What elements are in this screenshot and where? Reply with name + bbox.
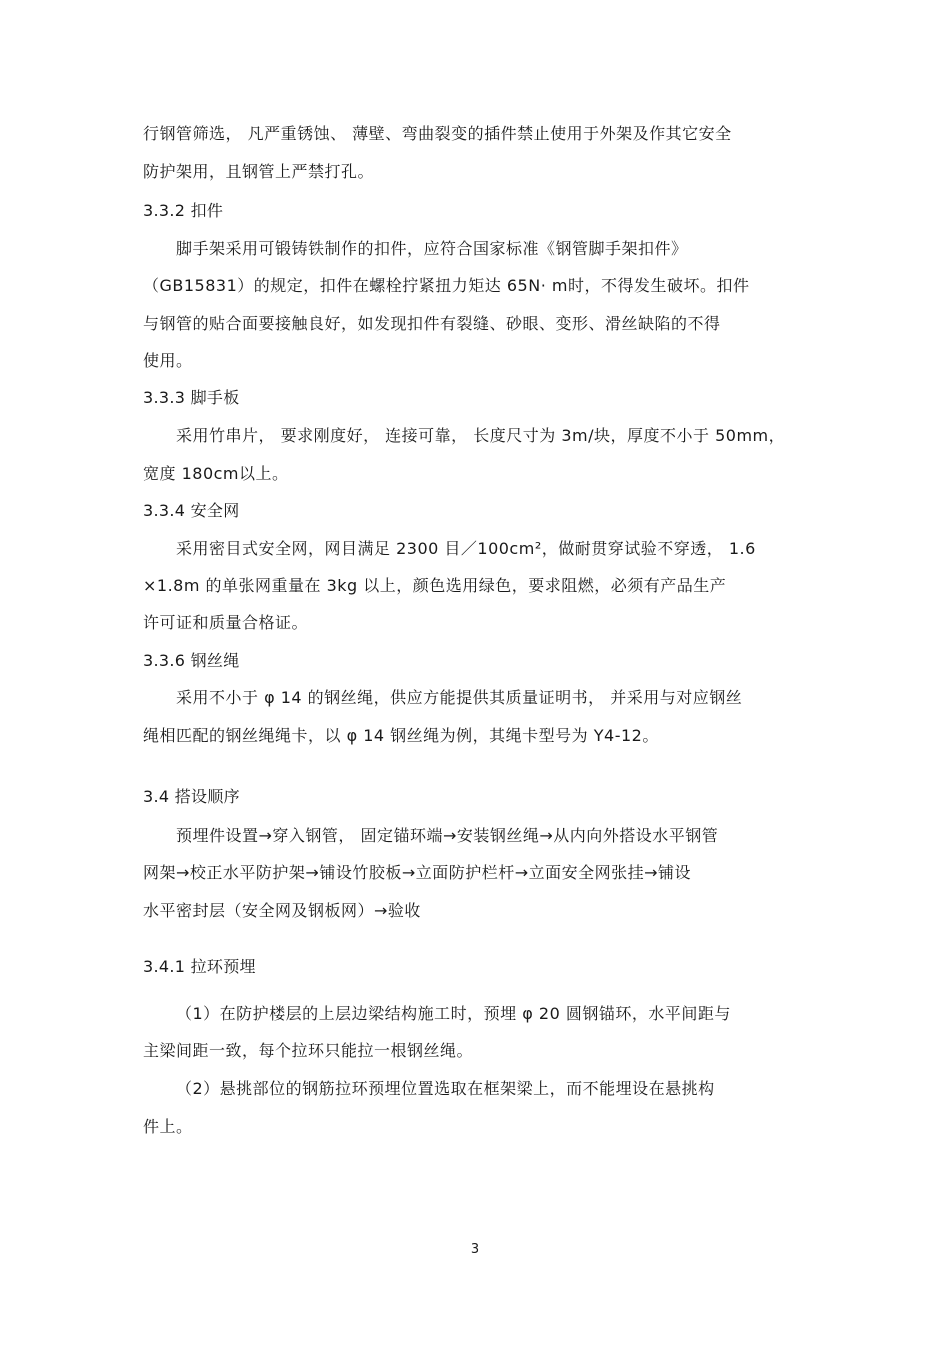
paragraph-line: 脚手架采用可锻铸铁制作的扣件，应符合国家标准《钢管脚手架扣件》: [176, 239, 688, 258]
paragraph-line: 宽度 180cm以上。: [143, 464, 289, 483]
section-heading: 3.4 搭设顺序: [143, 787, 240, 806]
paragraph-line: 采用不小于 φ 14 的钢丝绳，供应方能提供其质量证明书， 并采用与对应钢丝: [176, 688, 743, 707]
paragraph-line: （GB15831）的规定，扣件在螺栓拧紧扭力矩达 65N· m时，不得发生破坏。扣件: [143, 276, 750, 295]
paragraph-line: 水平密封层（安全网及钢板网）→验收: [143, 901, 421, 920]
paragraph-line: 件上。: [143, 1117, 193, 1136]
paragraph-line: 许可证和质量合格证。: [143, 613, 309, 632]
section-heading: 3.3.6 钢丝绳: [143, 651, 240, 670]
paragraph-line: 采用密目式安全网，网目满足 2300 目／100cm²，做耐贯穿试验不穿透， 1.6: [176, 539, 756, 558]
section-heading: 3.3.2 扣件: [143, 201, 224, 220]
section-heading: 3.3.4 安全网: [143, 501, 240, 520]
page-number: 3: [470, 1242, 480, 1257]
paragraph-line: 主梁间距一致，每个拉环只能拉一根钢丝绳。: [143, 1041, 474, 1060]
paragraph-line: 绳相匹配的钢丝绳绳卡，以 φ 14 钢丝绳为例，其绳卡型号为 Y4-12。: [143, 726, 659, 745]
paragraph-line: 行钢管筛选， 凡严重锈蚀、 薄壁、弯曲裂变的插件禁止使用于外架及作其它安全: [143, 124, 732, 143]
paragraph-line: ×1.8m 的单张网重量在 3kg 以上，颜色选用绿色，要求阻燃，必须有产品生产: [143, 576, 727, 595]
paragraph-line: 网架→校正水平防护架→铺设竹胶板→立面防护栏杆→立面安全网张挂→铺设: [143, 863, 692, 882]
paragraph-line: 使用。: [143, 351, 193, 370]
section-heading: 3.3.3 脚手板: [143, 388, 240, 407]
paragraph-line: 与钢管的贴合面要接触良好，如发现扣件有裂缝、砂眼、变形、滑丝缺陷的不得: [143, 314, 721, 333]
section-heading: 3.4.1 拉环预埋: [143, 957, 256, 976]
paragraph-line: 防护架用，且钢管上严禁打孔。: [143, 162, 375, 181]
paragraph-line: 采用竹串片， 要求刚度好， 连接可靠， 长度尺寸为 3m/块，厚度不小于 50mm，: [176, 426, 786, 445]
paragraph-line: 预埋件设置→穿入钢管， 固定锚环端→安装钢丝绳→从内向外搭设水平钢管: [176, 826, 719, 845]
paragraph-line: （2）悬挑部位的钢筋拉环预埋位置选取在框架梁上，而不能埋设在悬挑构: [176, 1079, 715, 1098]
paragraph-line: （1）在防护楼层的上层边梁结构施工时，预埋 φ 20 圆钢锚环，水平间距与: [176, 1004, 731, 1023]
